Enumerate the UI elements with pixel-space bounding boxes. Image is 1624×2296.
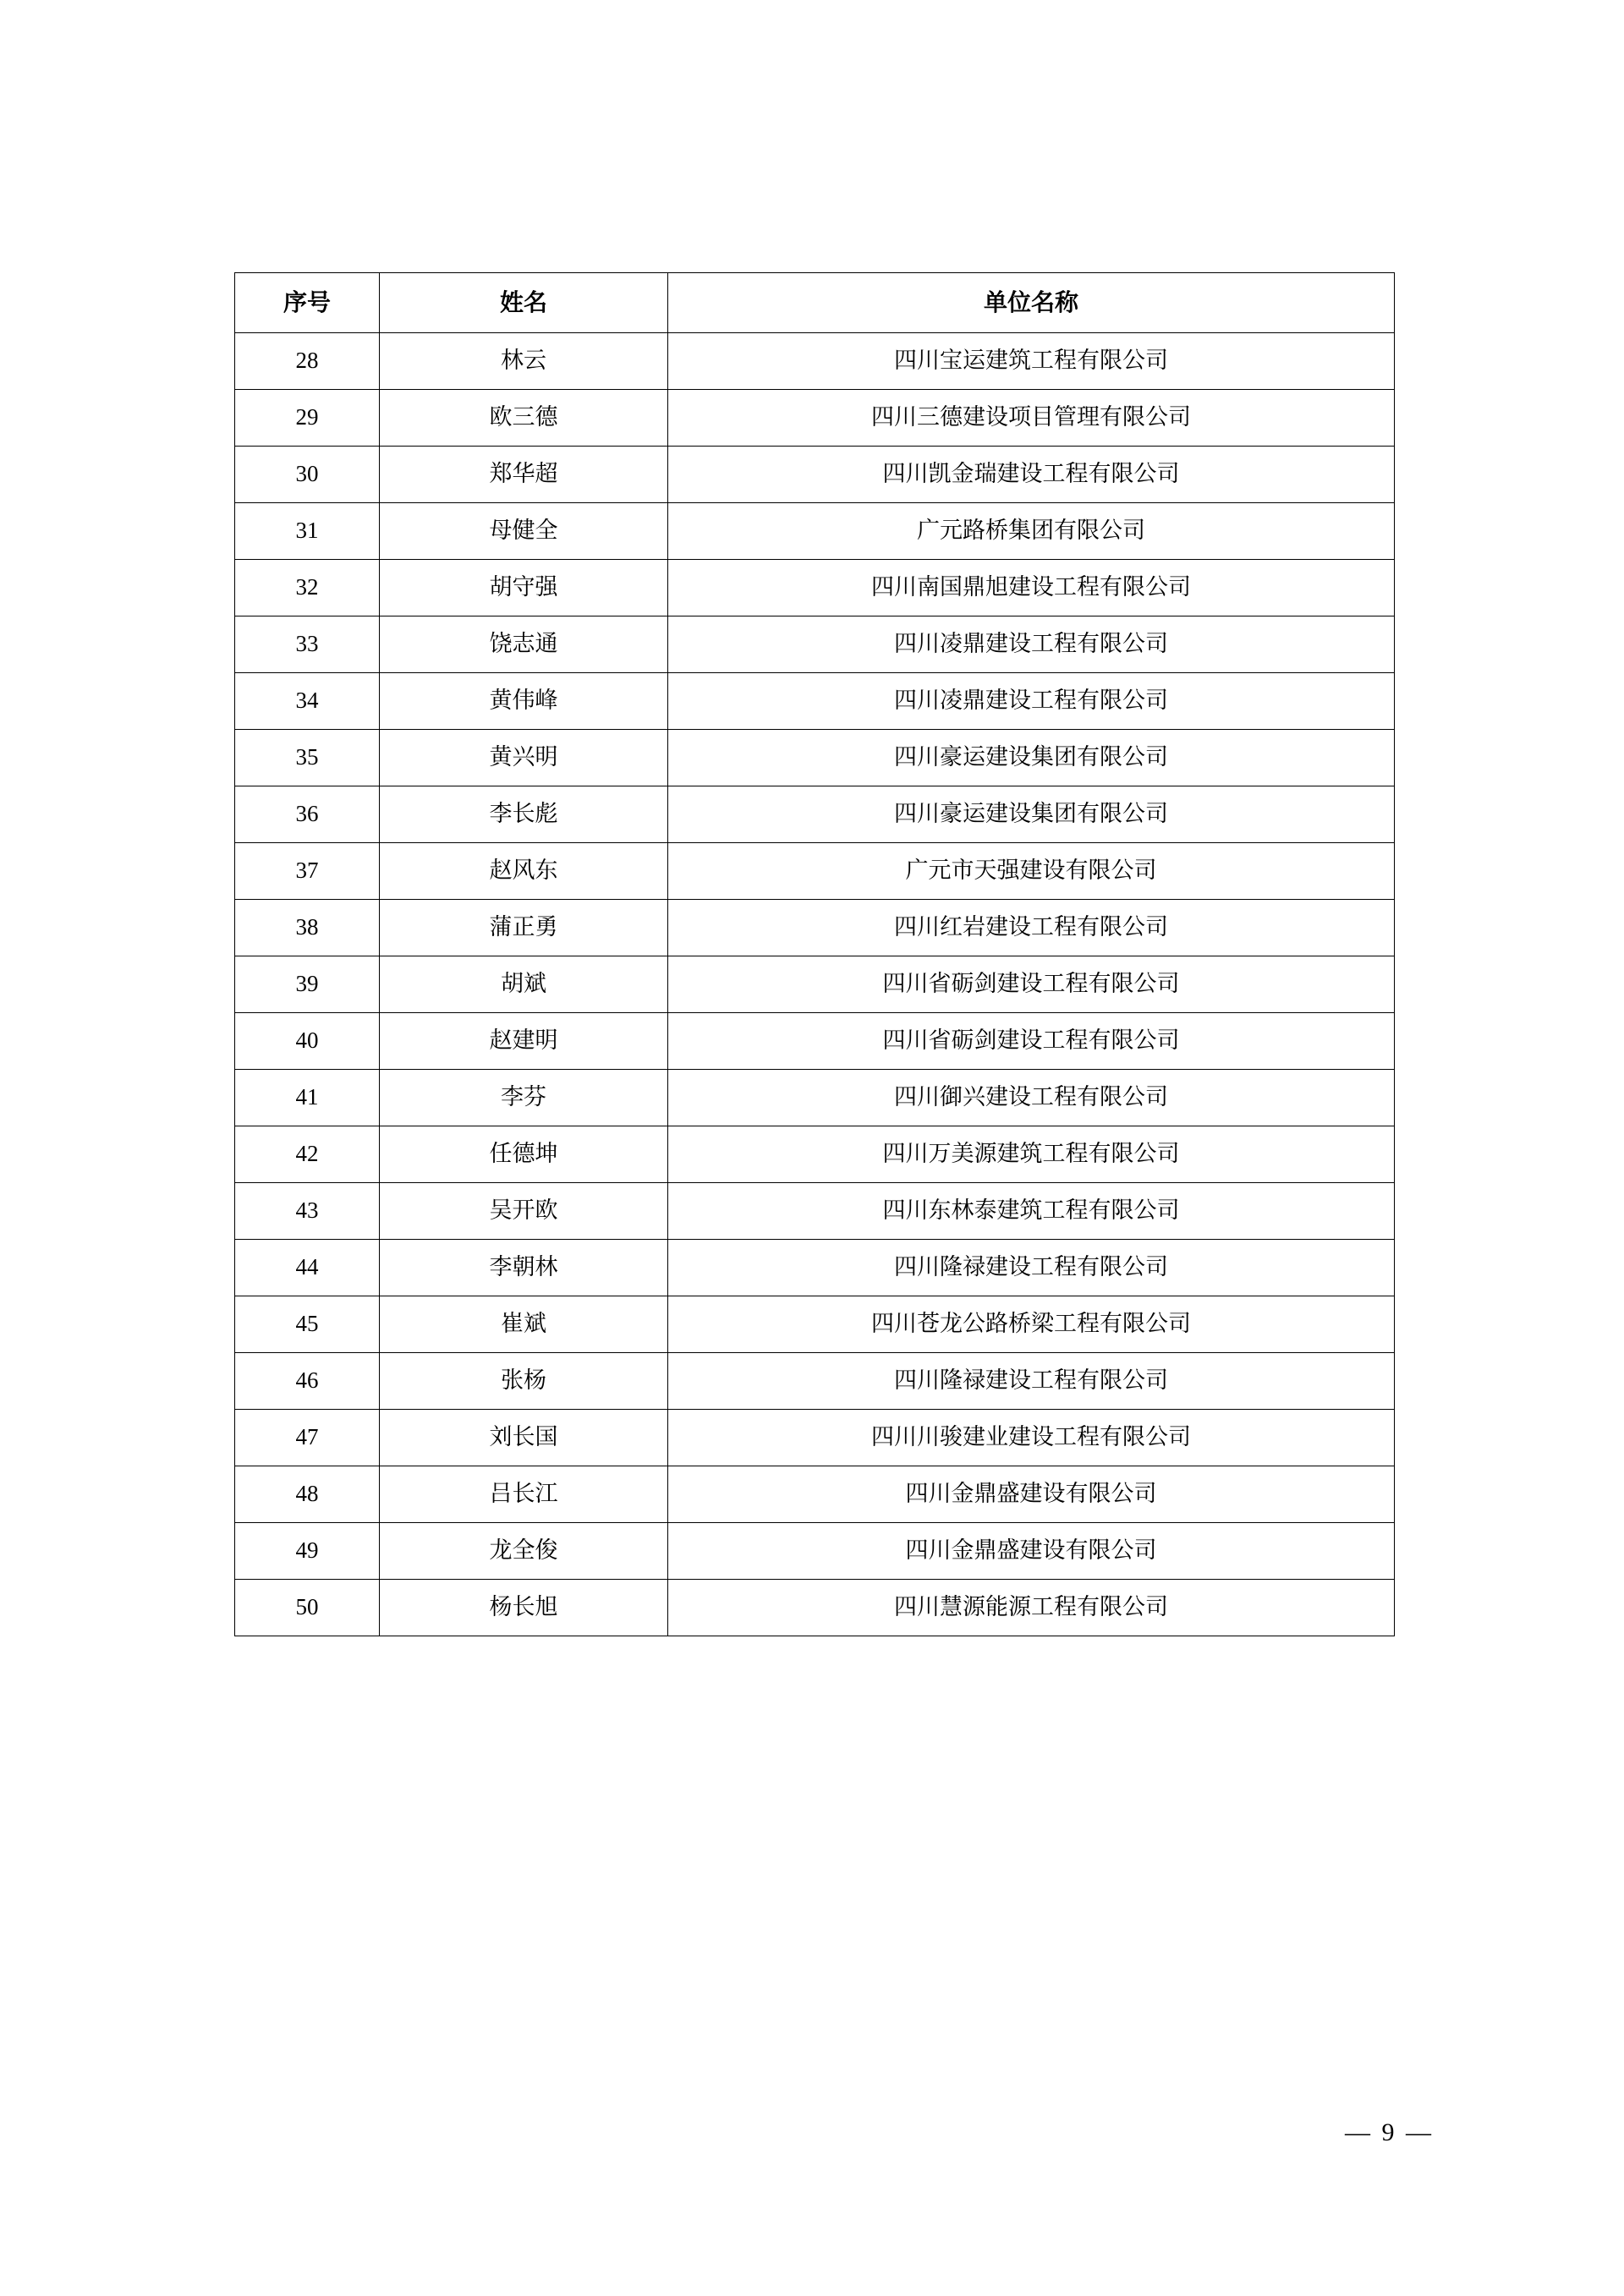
table-row — [235, 1410, 1395, 1466]
table-row — [235, 956, 1395, 1013]
cell-organization: 四川红岩建设工程有限公司 — [668, 900, 1395, 956]
cell-name: 李朝林 — [380, 1240, 668, 1296]
cell-name: 李长彪 — [380, 786, 668, 843]
cell-organization: 四川东林泰建筑工程有限公司 — [668, 1183, 1395, 1240]
cell-index: 46 — [235, 1353, 380, 1410]
cell-organization: 四川金鼎盛建设有限公司 — [668, 1466, 1395, 1523]
cell-index: 49 — [235, 1523, 380, 1580]
cell-index: 29 — [235, 390, 380, 447]
cell-name: 刘长国 — [380, 1410, 668, 1466]
cell-index: 50 — [235, 1580, 380, 1636]
table-row — [235, 1013, 1395, 1070]
cell-organization: 四川凌鼎建设工程有限公司 — [668, 616, 1395, 673]
cell-index: 39 — [235, 956, 380, 1013]
cell-name: 胡斌 — [380, 956, 668, 1013]
cell-index: 31 — [235, 503, 380, 560]
table-row — [235, 503, 1395, 560]
table-row — [235, 673, 1395, 730]
table-row — [235, 786, 1395, 843]
cell-organization: 四川南国鼎旭建设工程有限公司 — [668, 560, 1395, 616]
table-row — [235, 616, 1395, 673]
cell-name: 母健全 — [380, 503, 668, 560]
cell-name: 张杨 — [380, 1353, 668, 1410]
table-row — [235, 900, 1395, 956]
table-header-organization: 单位名称 — [668, 273, 1395, 333]
cell-name: 欧三德 — [380, 390, 668, 447]
cell-name: 龙全俊 — [380, 1523, 668, 1580]
cell-organization: 广元路桥集团有限公司 — [668, 503, 1395, 560]
cell-name: 蒲正勇 — [380, 900, 668, 956]
cell-index: 30 — [235, 447, 380, 503]
cell-index: 37 — [235, 843, 380, 900]
cell-organization: 四川隆禄建设工程有限公司 — [668, 1240, 1395, 1296]
cell-organization: 四川川骏建业建设工程有限公司 — [668, 1410, 1395, 1466]
cell-index: 28 — [235, 333, 380, 390]
cell-name: 黄伟峰 — [380, 673, 668, 730]
cell-organization: 广元市天强建设有限公司 — [668, 843, 1395, 900]
cell-organization: 四川慧源能源工程有限公司 — [668, 1580, 1395, 1636]
table-row — [235, 730, 1395, 786]
cell-organization: 四川万美源建筑工程有限公司 — [668, 1126, 1395, 1183]
table-row — [235, 1070, 1395, 1126]
cell-index: 44 — [235, 1240, 380, 1296]
table-row — [235, 333, 1395, 390]
table-row — [235, 1240, 1395, 1296]
cell-name: 任德坤 — [380, 1126, 668, 1183]
table-row — [235, 1580, 1395, 1636]
cell-organization: 四川省砺剑建设工程有限公司 — [668, 1013, 1395, 1070]
cell-organization: 四川凯金瑞建设工程有限公司 — [668, 447, 1395, 503]
cell-organization: 四川豪运建设集团有限公司 — [668, 730, 1395, 786]
cell-organization: 四川隆禄建设工程有限公司 — [668, 1353, 1395, 1410]
cell-name: 崔斌 — [380, 1296, 668, 1353]
cell-organization: 四川豪运建设集团有限公司 — [668, 786, 1395, 843]
table-header-index: 序号 — [235, 273, 380, 333]
cell-name: 胡守强 — [380, 560, 668, 616]
table-row — [235, 447, 1395, 503]
table-row — [235, 1523, 1395, 1580]
cell-index: 34 — [235, 673, 380, 730]
table-row — [235, 1466, 1395, 1523]
cell-organization: 四川御兴建设工程有限公司 — [668, 1070, 1395, 1126]
table-header-row — [235, 273, 1395, 333]
cell-organization: 四川苍龙公路桥梁工程有限公司 — [668, 1296, 1395, 1353]
cell-index: 35 — [235, 730, 380, 786]
cell-name: 林云 — [380, 333, 668, 390]
table-row — [235, 560, 1395, 616]
table-row — [235, 390, 1395, 447]
cell-organization: 四川三德建设项目管理有限公司 — [668, 390, 1395, 447]
cell-index: 36 — [235, 786, 380, 843]
cell-organization: 四川凌鼎建设工程有限公司 — [668, 673, 1395, 730]
cell-name: 吴开欧 — [380, 1183, 668, 1240]
table-header — [235, 273, 1395, 333]
table-row — [235, 1296, 1395, 1353]
cell-index: 32 — [235, 560, 380, 616]
cell-name: 赵风东 — [380, 843, 668, 900]
cell-name: 郑华超 — [380, 447, 668, 503]
cell-name: 黄兴明 — [380, 730, 668, 786]
table-row — [235, 1126, 1395, 1183]
cell-index: 47 — [235, 1410, 380, 1466]
cell-name: 李芬 — [380, 1070, 668, 1126]
personnel-table — [234, 272, 1395, 1636]
cell-index: 41 — [235, 1070, 380, 1126]
cell-name: 杨长旭 — [380, 1580, 668, 1636]
cell-name: 赵建明 — [380, 1013, 668, 1070]
cell-index: 42 — [235, 1126, 380, 1183]
cell-index: 40 — [235, 1013, 380, 1070]
cell-index: 38 — [235, 900, 380, 956]
page-number: — 9 — — [1345, 2118, 1434, 2146]
cell-index: 43 — [235, 1183, 380, 1240]
cell-organization: 四川宝运建筑工程有限公司 — [668, 333, 1395, 390]
cell-index: 45 — [235, 1296, 380, 1353]
table-body — [235, 333, 1395, 1636]
table-row — [235, 843, 1395, 900]
cell-name: 吕长江 — [380, 1466, 668, 1523]
table-row — [235, 1353, 1395, 1410]
cell-index: 33 — [235, 616, 380, 673]
cell-name: 饶志通 — [380, 616, 668, 673]
table-header-name: 姓名 — [380, 273, 668, 333]
table-row — [235, 1183, 1395, 1240]
cell-organization: 四川金鼎盛建设有限公司 — [668, 1523, 1395, 1580]
cell-organization: 四川省砺剑建设工程有限公司 — [668, 956, 1395, 1013]
cell-index: 48 — [235, 1466, 380, 1523]
